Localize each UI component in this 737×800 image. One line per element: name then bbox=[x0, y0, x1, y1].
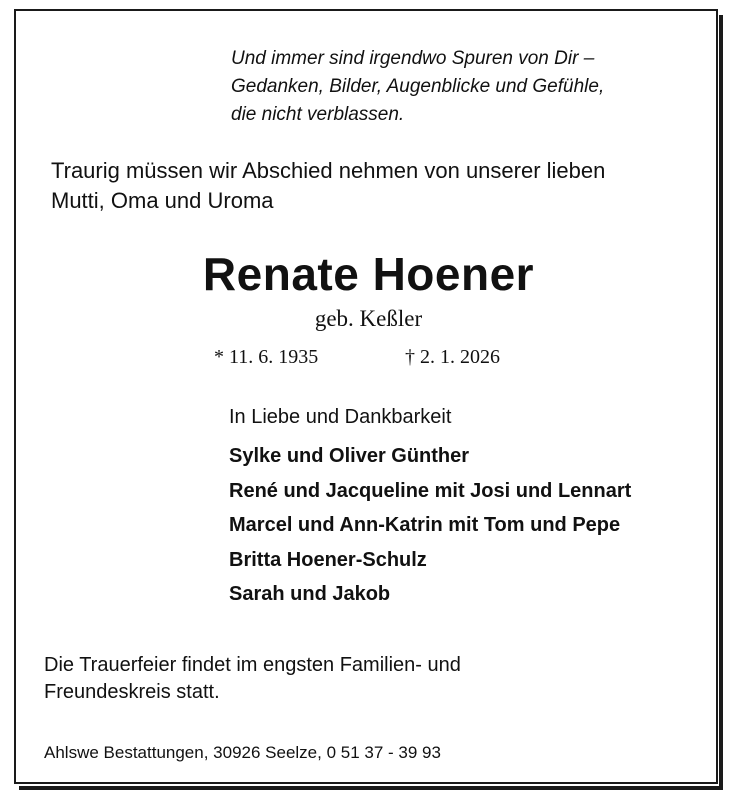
mourner-name: Sarah und Jakob bbox=[229, 583, 391, 605]
mourner-name: Britta Hoener-Schulz bbox=[229, 548, 427, 571]
mourner-name: Marcel und Ann-Katrin mit Tom und Pepe bbox=[229, 514, 621, 536]
ceremony-line: Freundeskreis statt. bbox=[44, 681, 220, 703]
undertaker-contact: Ahlswe Bestattungen, 30926 Seelze, 0 51 37 - 39 93 bbox=[44, 743, 441, 762]
memorial-quote bbox=[231, 45, 691, 129]
quote-line: Gedanken, Bilder, Augenblicke und Gefühle, bbox=[231, 76, 605, 97]
ceremony-note bbox=[44, 652, 684, 706]
mourner-name: Sylke und Oliver Günther bbox=[229, 445, 470, 467]
maiden-name: geb. Keßler bbox=[314, 306, 423, 331]
mourners-intro: In Liebe und Dankbarkeit bbox=[229, 406, 452, 428]
mourner-name: René und Jacqueline mit Josi und Lennart bbox=[229, 479, 632, 502]
intro-line: Traurig müssen wir Abschied nehmen von unserer lieben bbox=[51, 158, 606, 183]
quote-line: die nicht verblassen. bbox=[231, 104, 405, 125]
quote-line: Und immer sind irgendwo Spuren von Dir – bbox=[231, 48, 595, 69]
death-date: † 2. 1. 2026 bbox=[405, 346, 500, 368]
intro-line: Mutti, Oma und Uroma bbox=[51, 188, 274, 213]
birth-date: * 11. 6. 1935 bbox=[214, 346, 319, 368]
intro-text bbox=[51, 156, 691, 216]
mourners-block bbox=[229, 402, 709, 612]
deceased-name: Renate Hoener bbox=[202, 248, 535, 300]
ceremony-line: Die Trauerfeier findet im engsten Familien- und bbox=[44, 654, 461, 676]
